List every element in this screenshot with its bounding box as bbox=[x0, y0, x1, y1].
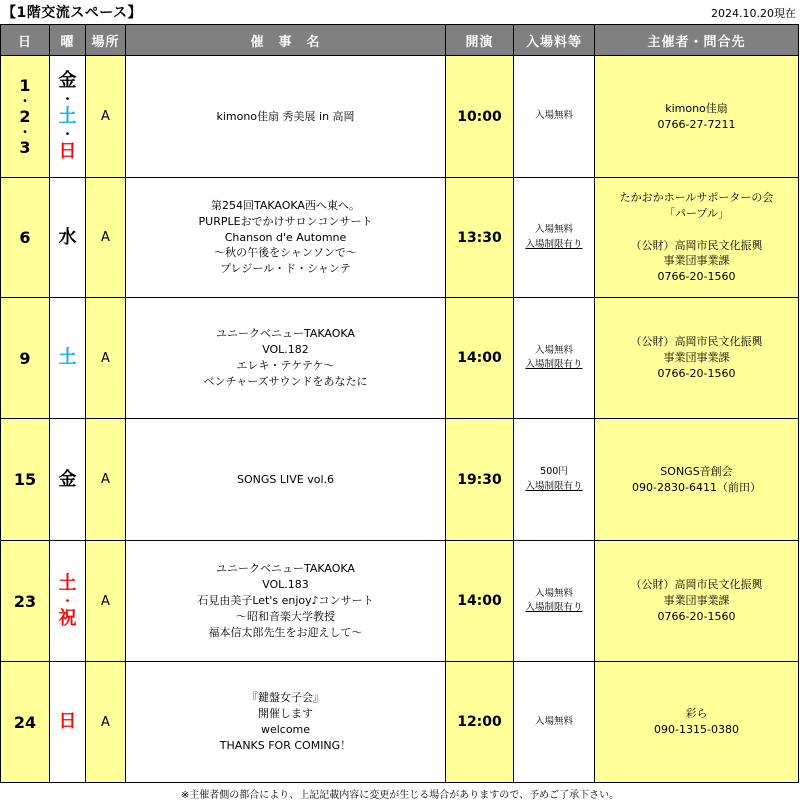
event-cell bbox=[126, 56, 446, 178]
organizer-cell bbox=[595, 541, 799, 662]
schedule-table bbox=[0, 24, 799, 783]
event-line: VOL.183 bbox=[262, 578, 309, 592]
event-line: ～昭和音楽大学教授 bbox=[236, 609, 335, 623]
organizer-line: （公財）高岡市民文化振興 bbox=[630, 578, 763, 592]
col-header-organizer: 主催者・問合先 bbox=[595, 25, 799, 56]
venue-cell: A bbox=[86, 56, 126, 178]
weekday-value: 日 bbox=[58, 141, 77, 163]
organizer-line: 「パープル」 bbox=[663, 206, 729, 220]
col-header-time: 開演 bbox=[446, 25, 514, 56]
event-line: エレキ・テケテケ～ bbox=[236, 359, 335, 372]
weekday-value: 土 bbox=[58, 572, 77, 594]
start-time-cell: 10:00 bbox=[446, 56, 514, 178]
organizer-cell bbox=[595, 662, 799, 783]
day-cell bbox=[1, 56, 50, 178]
fee-line: 500円 bbox=[540, 466, 568, 478]
start-time-cell: 14:00 bbox=[446, 298, 514, 419]
table-row bbox=[1, 298, 799, 419]
fee-cell bbox=[514, 541, 595, 662]
col-header-venue: 場所 bbox=[86, 25, 126, 56]
organizer-cell bbox=[595, 419, 799, 541]
day-separator: ・ bbox=[18, 94, 31, 108]
organizer-line: 事業団事業課 bbox=[663, 594, 730, 608]
fee-cell bbox=[514, 56, 595, 178]
capacity-limit-note: 入場制限有り bbox=[525, 602, 583, 613]
table-row bbox=[1, 178, 799, 298]
fee-line: 入場無料 bbox=[534, 715, 573, 727]
weekday-value: 土 bbox=[58, 105, 77, 127]
table-row bbox=[1, 56, 799, 178]
weekday-value: 金 bbox=[58, 70, 77, 92]
page-title: 【1階交流スペース】 bbox=[2, 5, 143, 21]
table-row bbox=[1, 419, 799, 541]
event-cell bbox=[126, 178, 446, 298]
event-line: 石見由美子Let's enjoy♪コンサート bbox=[197, 594, 374, 608]
organizer-line: 事業団事業課 bbox=[663, 351, 730, 365]
fee-cell bbox=[514, 178, 595, 298]
event-line: PURPLEおでかけサロンコンサート bbox=[198, 214, 373, 228]
event-line: welcome bbox=[260, 723, 311, 736]
day-value: 3 bbox=[19, 138, 31, 157]
fee-cell bbox=[514, 419, 595, 541]
day-cell: 9 bbox=[1, 298, 50, 419]
capacity-limit-note: 入場制限有り bbox=[525, 238, 583, 250]
event-cell bbox=[126, 662, 446, 783]
start-time-cell: 12:00 bbox=[446, 662, 514, 783]
event-cell bbox=[126, 298, 446, 419]
weekday-cell: 水 bbox=[50, 178, 86, 298]
event-cell bbox=[126, 419, 446, 541]
organizer-phone: 0766-20-1560 bbox=[657, 270, 736, 284]
weekday-cell bbox=[50, 56, 86, 178]
footnote: ※主催者側の都合により、上記記載内容に変更が生じる場合がありますので、予めご了承下さい。 bbox=[180, 790, 620, 801]
weekday-cell: 土 bbox=[50, 298, 86, 419]
start-time-cell: 13:30 bbox=[446, 178, 514, 298]
event-cell bbox=[126, 541, 446, 662]
fee-cell bbox=[514, 662, 595, 783]
event-line: VOL.182 bbox=[262, 343, 309, 357]
capacity-limit-note: 入場制限有り bbox=[525, 480, 583, 492]
weekday-cell bbox=[50, 541, 86, 662]
fee-cell bbox=[514, 298, 595, 419]
start-time-cell: 14:00 bbox=[446, 541, 514, 662]
event-line: ～秋の午後をシャンソンで～ bbox=[214, 246, 357, 260]
day-cell: 24 bbox=[1, 662, 50, 783]
organizer-line: 事業団事業課 bbox=[663, 254, 730, 268]
venue-cell: A bbox=[86, 178, 126, 298]
organizer-spacer bbox=[595, 222, 798, 238]
organizer-line: kimono佳扇 bbox=[665, 101, 728, 115]
weekday-cell: 金 bbox=[50, 419, 86, 541]
fee-line: 入場無料 bbox=[534, 224, 573, 236]
event-line: Chanson d'e Automne bbox=[224, 230, 347, 244]
organizer-cell bbox=[595, 178, 799, 298]
event-line: ベンチャーズサウンドをあなたに bbox=[203, 374, 368, 388]
organizer-phone: 0766-27-7211 bbox=[657, 117, 736, 131]
event-line: ユニークベニューTAKAOKA bbox=[216, 562, 355, 576]
venue-cell: A bbox=[86, 298, 126, 419]
event-line: ユニークベニューTAKAOKA bbox=[216, 327, 355, 341]
as-of-date: 2024.10.20現在 bbox=[711, 7, 796, 20]
event-line: kimono佳扇 秀美展 in 高岡 bbox=[216, 109, 355, 123]
capacity-limit-note: 入場制限有り bbox=[525, 359, 583, 370]
col-header-day: 日 bbox=[1, 25, 50, 56]
event-line: 福本信太郎先生をお迎えして～ bbox=[208, 625, 363, 639]
table-row bbox=[1, 662, 799, 783]
fee-line: 入場無料 bbox=[534, 110, 573, 122]
organizer-line: （公財）高岡市民文化振興 bbox=[630, 335, 763, 349]
event-line: 第254回TAKAOKA西へ東へ。 bbox=[211, 198, 360, 212]
event-line: プレジール・ド・シャンテ bbox=[220, 262, 351, 276]
organizer-line: SONGS音創会 bbox=[660, 464, 733, 478]
table-row bbox=[1, 541, 799, 662]
organizer-line: 彩ら bbox=[685, 707, 708, 721]
fee-line: 入場無料 bbox=[534, 344, 573, 356]
venue-cell: A bbox=[86, 541, 126, 662]
weekday-cell: 日 bbox=[50, 662, 86, 783]
organizer-cell bbox=[595, 56, 799, 178]
organizer-line: たかおかホールサポーターの会 bbox=[619, 190, 774, 204]
venue-cell: A bbox=[86, 662, 126, 783]
day-separator: ・ bbox=[18, 125, 31, 139]
day-value: 2 bbox=[19, 107, 31, 126]
event-line: SONGS LIVE vol.6 bbox=[236, 472, 334, 486]
organizer-cell bbox=[595, 298, 799, 419]
fee-line: 入場無料 bbox=[534, 587, 573, 599]
event-line: 『鍵盤女子会』 bbox=[247, 691, 324, 705]
weekday-separator: ・ bbox=[61, 594, 74, 608]
col-header-dow: 曜 bbox=[50, 25, 86, 56]
event-line: THANKS FOR COMING！ bbox=[219, 738, 352, 752]
organizer-line: （公財）高岡市民文化振興 bbox=[630, 238, 763, 252]
day-cell: 6 bbox=[1, 178, 50, 298]
organizer-phone: 090-2830-6411（前田） bbox=[632, 480, 761, 494]
organizer-phone: 090-1315-0380 bbox=[654, 723, 739, 736]
day-cell: 15 bbox=[1, 419, 50, 541]
weekday-value: 祝 bbox=[58, 608, 77, 629]
col-header-event: 催 事 名 bbox=[126, 25, 446, 56]
venue-cell: A bbox=[86, 419, 126, 541]
weekday-separator: ・ bbox=[61, 127, 74, 142]
header-row bbox=[1, 25, 799, 56]
start-time-cell: 19:30 bbox=[446, 419, 514, 541]
day-cell: 23 bbox=[1, 541, 50, 662]
col-header-fee: 入場料等 bbox=[514, 25, 595, 56]
organizer-phone: 0766-20-1560 bbox=[657, 366, 736, 380]
day-value: 1 bbox=[19, 76, 31, 95]
organizer-phone: 0766-20-1560 bbox=[657, 609, 736, 623]
event-line: 開催します bbox=[258, 707, 313, 721]
weekday-separator: ・ bbox=[61, 91, 74, 106]
